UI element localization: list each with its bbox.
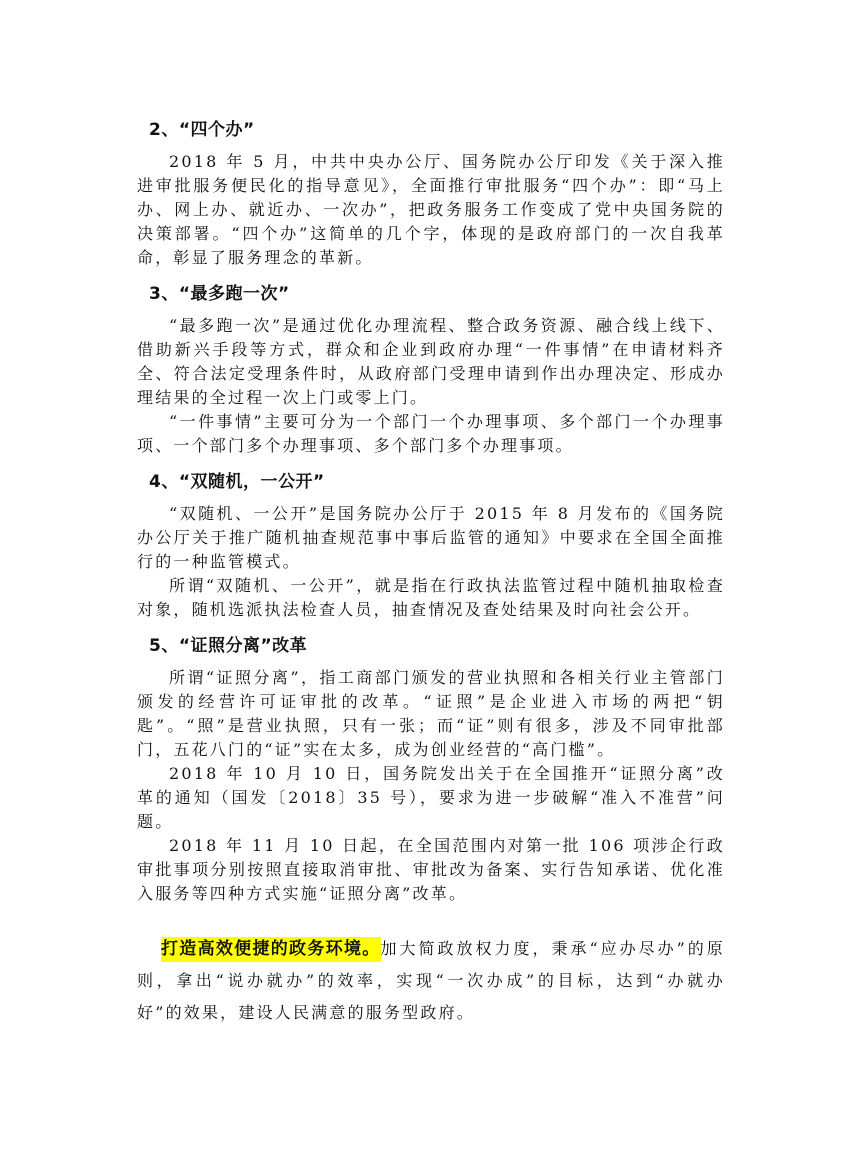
closing-text: 加大简政放权力度，秉承“应办尽办”的原则，拿出“说办就办”的效率，实现“一次办成”的目标，达到“办就办好”的效果，建设人民满意的服务型政府。 <box>137 939 725 1022</box>
paragraph: 2018 年 11 月 10 日起，在全国范围内对第一批 106 项涉企行政审批事项分别按照直接取消审批、审批改为备案、实行告知承诺、优化准入服务等四种方式实施“证照分离”改革。 <box>137 836 725 903</box>
closing-paragraph <box>137 933 725 1029</box>
paragraph: “双随机、一公开”是国务院办公厅于 2015 年 8 月发布的《国务院办公厅关于推广随机抽查规范事中事后监管的通知》中要求在全国全面推行的一种监管模式。 <box>137 504 725 571</box>
closing-indent <box>137 939 161 958</box>
document-page <box>137 118 725 1029</box>
section-heading: 5、“证照分离”改革 <box>149 636 308 656</box>
paragraph: 所谓“证照分离”，指工商部门颁发的营业执照和各相关行业主管部门颁发的经营许可证审批的改革。“证照”是企业进入市场的两把“钥匙”。“照”是营业执照，只有一张；而“证”则有很多，涉及不同审批部门，五花八门的“证”实在太多，成为创业经营的“高门槛”。 <box>137 668 725 759</box>
paragraph: “最多跑一次”是通过优化办理流程、整合政务资源、融合线上线下、借助新兴手段等方式，群众和企业到政府办理“一件事情”在申请材料齐全、符合法定受理条件时，从政府部门受理申请到作出办理决定、形成办理结果的全过程一次上门或零上门。 <box>137 316 725 407</box>
highlighted-lead-sentence: 打造高效便捷的政务环境。 <box>161 937 381 962</box>
paragraph: 2018 年 10 月 10 日，国务院发出关于在全国推开“证照分离”改革的通知（国发〔2018〕35 号），要求为进一步破解“准入不准营”问题。 <box>137 764 725 831</box>
section-four-ban <box>137 118 725 270</box>
paragraph: “一件事情”主要可分为一个部门一个办理事项、多个部门一个办理事项、一个部门多个办理事项、多个部门多个办理事项。 <box>137 412 725 455</box>
paragraph: 所谓“双随机、一公开”，就是指在行政执法监管过程中随机抽取检查对象，随机选派执法检查人员，抽查情况及查处结果及时向社会公开。 <box>137 576 725 619</box>
section-license-separation <box>137 634 725 906</box>
section-double-random <box>137 470 725 622</box>
section-heading: 2、“四个办” <box>149 120 255 140</box>
section-run-once <box>137 282 725 458</box>
section-heading: 4、“双随机，一公开” <box>149 472 325 492</box>
section-heading: 3、“最多跑一次” <box>149 284 290 304</box>
paragraph: 2018 年 5 月，中共中央办公厅、国务院办公厅印发《关于深入推进审批服务便民化的指导意见》，全面推行审批服务“四个办”：即“马上办、网上办、就近办、一次办”，把政务服务工作变成了党中央国务院的决策部署。“四个办”这简单的几个字，体现的是政府部门的一次自我革命，彰显了服务理念的革新。 <box>137 152 725 267</box>
